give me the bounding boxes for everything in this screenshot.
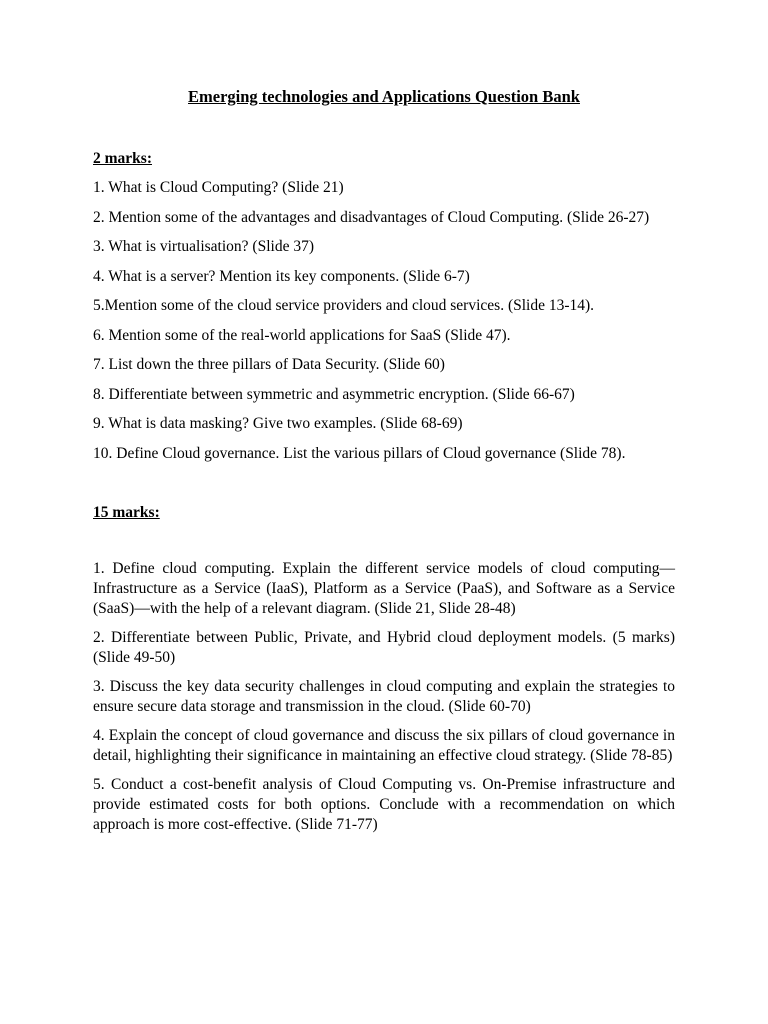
question-item: 4. Explain the concept of cloud governance and discuss the six pillars of cloud governance in detail, highlighting their significance in maintaining an effective cloud strategy. (Slide 78-85) (93, 726, 675, 764)
section-heading-2-marks: 2 marks: (93, 150, 152, 167)
document-title: Emerging technologies and Applications Question Bank (188, 87, 580, 106)
document-page (93, 86, 675, 844)
question-item: 5.Mention some of the cloud service providers and cloud services. (Slide 13-14). (93, 297, 595, 314)
questions-15-marks (93, 559, 675, 835)
questions-2-marks (93, 178, 675, 464)
question-item: 1. What is Cloud Computing? (Slide 21) (93, 179, 344, 196)
question-item: 2. Mention some of the advantages and disadvantages of Cloud Computing. (Slide 26-27) (93, 208, 650, 226)
question-item: 7. List down the three pillars of Data Security. (Slide 60) (93, 356, 445, 373)
question-item: 4. What is a server? Mention its key components. (Slide 6-7) (93, 267, 470, 285)
section-heading-15-marks: 15 marks: (93, 503, 160, 521)
question-item: 10. Define Cloud governance. List the various pillars of Cloud governance (Slide 78). (93, 444, 626, 462)
question-item: 6. Mention some of the real-world applications for SaaS (Slide 47). (93, 326, 511, 344)
question-item: 5. Conduct a cost-benefit analysis of Cloud Computing vs. On-Premise infrastructure and provide estimated costs for both options. Conclude with a recommendation on which approach is more cost-effective. (Slide 71-77) (93, 775, 675, 833)
question-item: 3. Discuss the key data security challenges in cloud computing and explain the strategies to ensure secure data storage and transmission in the cloud. (Slide 60-70) (93, 677, 675, 715)
question-item: 8. Differentiate between symmetric and asymmetric encryption. (Slide 66-67) (93, 385, 575, 403)
question-item: 9. What is data masking? Give two examples. (Slide 68-69) (93, 415, 463, 432)
question-item: 2. Differentiate between Public, Private, and Hybrid cloud deployment models. (5 marks) (Slide 49-50) (93, 628, 675, 666)
question-item: 1. Define cloud computing. Explain the different service models of cloud computing—Infrastructure as a Service (IaaS), Platform as a Service (PaaS), and Software as a Service (SaaS)—with the help of a relevant diagram. (Slide 21, Slide 28-48) (93, 559, 675, 617)
question-item: 3. What is virtualisation? (Slide 37) (93, 238, 314, 255)
